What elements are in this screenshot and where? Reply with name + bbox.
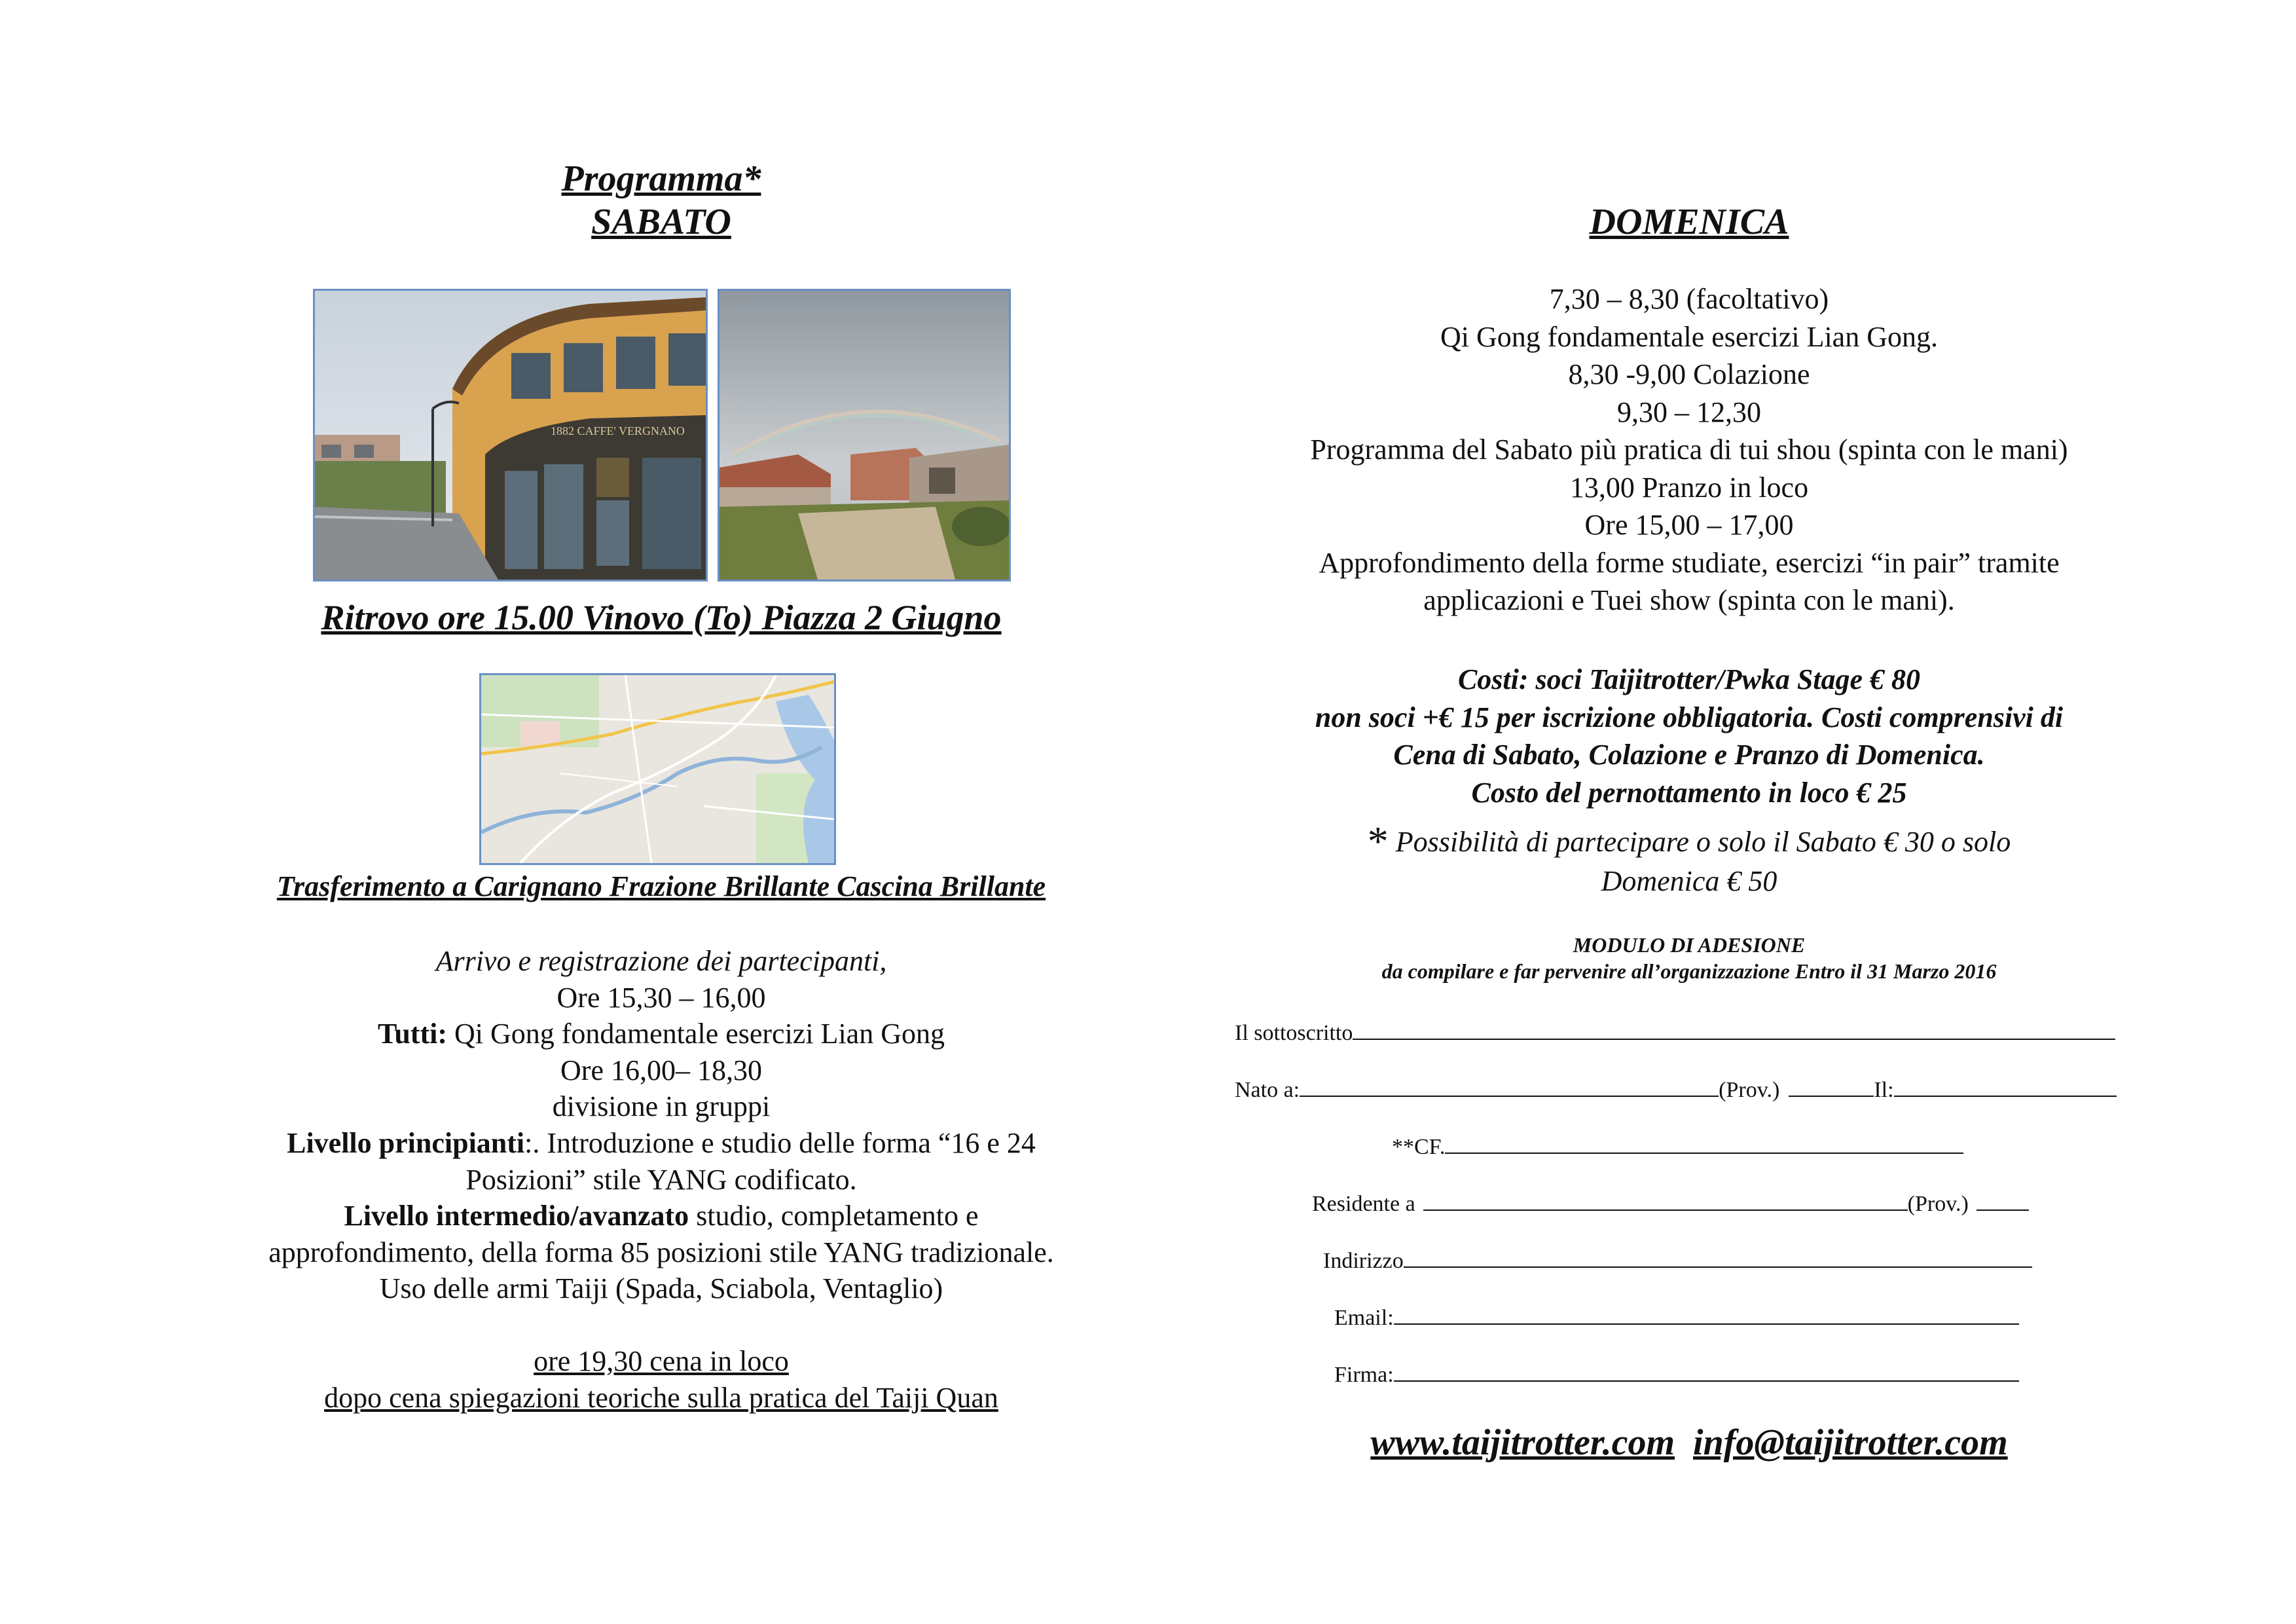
birthdate-field[interactable] (1894, 1076, 2117, 1097)
cafe-sign-text: 1882 CAFFE' VERGNANO (551, 424, 685, 437)
address-label: Indirizzo (1323, 1249, 1404, 1273)
email-link[interactable]: info@taijitrotter.com (1693, 1422, 2008, 1463)
birth-prov-field[interactable] (1789, 1076, 1874, 1097)
website-link[interactable]: www.taijitrotter.com (1370, 1422, 1675, 1463)
asterisk-mark: * (1367, 818, 1389, 864)
option-text-2: Domenica € 50 (1601, 865, 1777, 897)
weapons-text: Uso delle armi Taiji (Spada, Sciabola, Ventaglio) (379, 1272, 943, 1305)
all-participants-line (164, 1016, 1159, 1052)
schedule-line: applicazioni e Tuei show (spinta con le mani). (1423, 584, 1955, 616)
schedule-line: Ore 15,00 – 17,00 (1584, 509, 1794, 541)
address-row (1323, 1247, 2032, 1274)
schedule-line: 13,00 Pranzo in loco (1569, 471, 1809, 504)
cf-row (1392, 1133, 1963, 1160)
costs-block (1231, 661, 2147, 811)
cost-line: Costi: soci Taijitrotter/Pwka Stage € 80 (1457, 663, 1921, 695)
groups-text: divisione in gruppi (552, 1090, 771, 1123)
email-field[interactable] (1394, 1304, 2019, 1325)
birth-prov-label: (Prov.) (1719, 1078, 1780, 1102)
option-text-1: Possibilità di partecipare o solo il Sabato € 30 o solo (1388, 826, 2011, 858)
resident-label: Residente a (1312, 1192, 1415, 1216)
sunday-schedule (1231, 280, 2147, 619)
map-image (479, 673, 836, 865)
route-map-illustration (481, 675, 834, 863)
address-field[interactable] (1404, 1247, 2032, 1268)
cost-line: Costo del pernottamento in loco € 25 (1471, 776, 1907, 809)
schedule-line: 8,30 -9,00 Colazione (1568, 358, 1810, 390)
form-title: MODULO DI ADESIONE (1573, 933, 1806, 957)
signer-row (1235, 1019, 2115, 1046)
email-label: Email: (1334, 1306, 1394, 1330)
farmhouse-rainbow-illustration (720, 291, 1009, 580)
all-text: Qi Gong fondamentale esercizi Lian Gong (447, 1018, 945, 1050)
countryside-photo (718, 289, 1011, 581)
option-line-1 (1231, 818, 2147, 864)
saturday-heading (164, 157, 1159, 244)
born-label: Nato a: (1235, 1078, 1300, 1102)
birthdate-label: Il: (1874, 1078, 1894, 1102)
birthplace-field[interactable] (1300, 1076, 1719, 1097)
arrival-text: Arrivo e registrazione dei partecipanti, (435, 945, 887, 977)
schedule-line: Programma del Sabato più pratica di tui shou (spinta con le mani) (1310, 434, 2068, 466)
advanced-text-2: approfondimento, della forma 85 posizioni stile YANG tradizionale. (268, 1236, 1054, 1268)
spacer (164, 1307, 1159, 1343)
contacts (1231, 1421, 2147, 1464)
schedule-line: Qi Gong fondamentale esercizi Lian Gong. (1440, 320, 1938, 353)
saturday-program (164, 943, 1159, 1416)
advanced-label: Livello intermedio/avanzato (344, 1200, 689, 1232)
cf-label: **CF. (1392, 1135, 1446, 1159)
time-slot-1: Ore 15,30 – 16,00 (556, 981, 766, 1014)
cost-line: Cena di Sabato, Colazione e Pranzo di Domenica. (1393, 739, 1985, 771)
beginners-line (164, 1125, 1159, 1162)
residence-prov-field[interactable] (1977, 1190, 2029, 1211)
venue-photo (313, 289, 708, 581)
saturday-title: SABATO (591, 202, 731, 242)
sunday-title: DOMENICA (1589, 202, 1789, 242)
dinner-text: ore 19,30 cena in loco (534, 1344, 789, 1377)
schedule-line: Approfondimento della forme studiate, esercizi “in pair” tramite (1319, 546, 2060, 579)
signature-label: Firma: (1334, 1363, 1394, 1387)
beginners-label: Livello principianti (287, 1126, 525, 1159)
email-row (1334, 1304, 2019, 1331)
theory-text: dopo cena spiegazioni teoriche sulla pratica del Taiji Quan (324, 1381, 998, 1414)
transfer-text: Trasferimento a Carignano Frazione Brillante Cascina Brillante (276, 870, 1046, 902)
advanced-line (164, 1198, 1159, 1234)
cost-line: non soci +€ 15 per iscrizione obbligatoria. Costi comprensivi di (1315, 701, 2064, 733)
program-title: Programma* (561, 158, 761, 199)
meeting-point-text: Ritrovo ore 15.00 Vinovo (To) Piazza 2 Giugno (321, 598, 1002, 637)
contact-line (1231, 1421, 2147, 1464)
sunday-heading (1231, 200, 2147, 244)
cafe-building-illustration (315, 291, 706, 580)
beginners-text-2: Posizioni” stile YANG codificato. (465, 1163, 857, 1196)
residence-prov-label: (Prov.) (1907, 1192, 1969, 1216)
options-block (1231, 818, 2147, 901)
residence-row (1312, 1190, 2029, 1217)
signature-field[interactable] (1394, 1361, 2019, 1382)
residence-field[interactable] (1423, 1190, 1908, 1211)
all-label: Tutti: (378, 1018, 447, 1050)
signature-row (1334, 1361, 2019, 1388)
cf-field[interactable] (1445, 1133, 1963, 1154)
signer-label: Il sottoscritto (1235, 1021, 1353, 1045)
form-header (1231, 932, 2147, 984)
transfer-info (164, 869, 1159, 904)
form-subtitle: da compilare e far pervenire all’organizzazione Entro il 31 Marzo 2016 (1381, 959, 1997, 983)
schedule-line: 9,30 – 12,30 (1617, 396, 1761, 428)
meeting-point (164, 597, 1159, 638)
beginners-text-1: :. Introduzione e studio delle forma “16 e 24 (524, 1126, 1036, 1159)
signer-field[interactable] (1353, 1019, 2115, 1040)
time-slot-2: Ore 16,00– 18,30 (560, 1054, 762, 1086)
advanced-text-1: studio, completamento e (689, 1200, 979, 1232)
birth-row (1235, 1076, 2117, 1103)
schedule-line: 7,30 – 8,30 (facoltativo) (1549, 283, 1829, 315)
